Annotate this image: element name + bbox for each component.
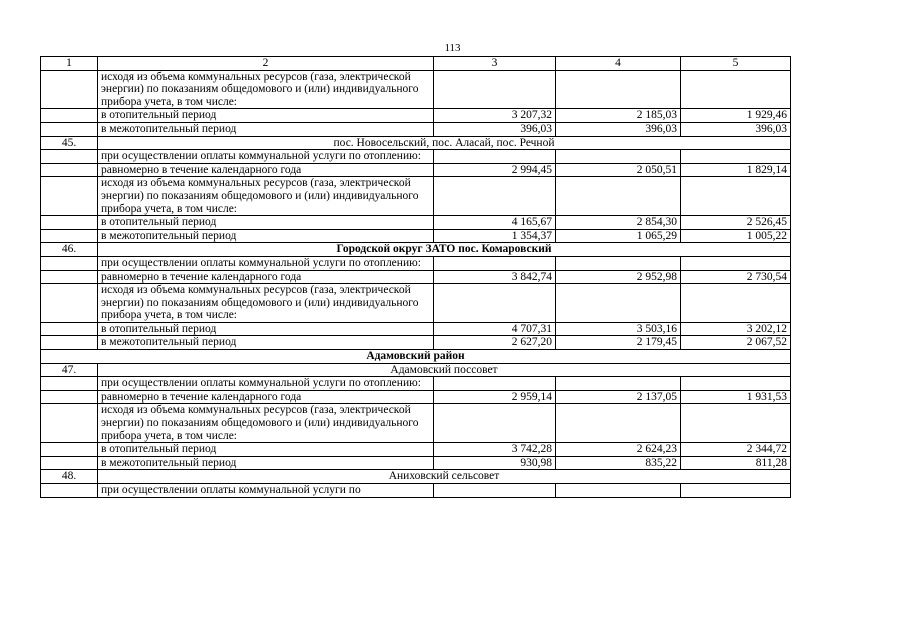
locality-heading: Городской округ ЗАТО пос. Комаровский bbox=[98, 243, 791, 257]
value-col-4: 2 185,03 bbox=[556, 109, 681, 123]
index-cell bbox=[41, 150, 98, 164]
empty-value-cell bbox=[434, 256, 556, 270]
index-cell bbox=[41, 404, 98, 443]
row-label: равномерно в течение календарного года bbox=[98, 390, 434, 404]
table-row bbox=[41, 456, 791, 470]
index-cell bbox=[41, 456, 98, 470]
index-cell bbox=[41, 122, 98, 136]
empty-value-cell bbox=[681, 377, 791, 391]
page-number: 113 bbox=[444, 42, 461, 54]
row-number: 46. bbox=[41, 243, 98, 257]
empty-value-cell bbox=[434, 150, 556, 164]
description-cell: при осуществлении оплаты коммунальной услуги по отоплению: bbox=[98, 377, 434, 391]
value-col-4: 2 854,30 bbox=[556, 216, 681, 230]
value-col-4: 396,03 bbox=[556, 122, 681, 136]
locality-heading: Адамовский поссовет bbox=[98, 363, 791, 377]
table-row bbox=[41, 270, 791, 284]
index-cell bbox=[41, 216, 98, 230]
row-label: равномерно в течение календарного года bbox=[98, 163, 434, 177]
row-label: в межотопительный период bbox=[98, 122, 434, 136]
value-col-5: 811,28 bbox=[681, 456, 791, 470]
table-row bbox=[41, 470, 791, 484]
value-col-4: 2 137,05 bbox=[556, 390, 681, 404]
value-col-5: 2 067,52 bbox=[681, 336, 791, 350]
table-row bbox=[41, 243, 791, 257]
description-cell: при осуществлении оплаты коммунальной услуги по отоплению: bbox=[98, 150, 434, 164]
row-label: в межотопительный период bbox=[98, 336, 434, 350]
index-cell bbox=[41, 284, 98, 323]
table-row bbox=[41, 377, 791, 391]
value-col-3: 4 707,31 bbox=[434, 322, 556, 336]
value-col-3: 3 207,32 bbox=[434, 109, 556, 123]
description-cell: исходя из объема коммунальных ресурсов (газа, электрической энергии) по показаниям общедомового и (или) индивидуального прибора учета, в том числе: bbox=[98, 284, 434, 323]
value-col-4: 2 179,45 bbox=[556, 336, 681, 350]
table-row bbox=[41, 484, 791, 498]
column-header-row bbox=[41, 57, 791, 71]
index-cell bbox=[41, 270, 98, 284]
empty-value-cell bbox=[434, 404, 556, 443]
value-col-3: 2 627,20 bbox=[434, 336, 556, 350]
empty-value-cell bbox=[434, 377, 556, 391]
value-col-4: 3 503,16 bbox=[556, 322, 681, 336]
table-row bbox=[41, 150, 791, 164]
value-col-4: 2 624,23 bbox=[556, 443, 681, 457]
column-header-5: 5 bbox=[681, 57, 791, 71]
value-col-4: 1 065,29 bbox=[556, 229, 681, 243]
empty-value-cell bbox=[556, 484, 681, 498]
district-heading: Адамовский район bbox=[41, 350, 791, 364]
value-col-5: 1 829,14 bbox=[681, 163, 791, 177]
index-cell bbox=[41, 322, 98, 336]
value-col-5: 2 526,45 bbox=[681, 216, 791, 230]
tariff-table bbox=[40, 56, 791, 498]
row-label: в межотопительный период bbox=[98, 229, 434, 243]
value-col-3: 930,98 bbox=[434, 456, 556, 470]
value-col-5: 396,03 bbox=[681, 122, 791, 136]
index-cell bbox=[41, 390, 98, 404]
table-row bbox=[41, 229, 791, 243]
table-row bbox=[41, 122, 791, 136]
index-cell bbox=[41, 70, 98, 109]
table-row bbox=[41, 404, 791, 443]
index-cell bbox=[41, 484, 98, 498]
table-row bbox=[41, 70, 791, 109]
row-number: 48. bbox=[41, 470, 98, 484]
row-label: в отопительный период bbox=[98, 109, 434, 123]
table-row bbox=[41, 177, 791, 216]
table-row bbox=[41, 443, 791, 457]
empty-value-cell bbox=[556, 150, 681, 164]
table-row bbox=[41, 256, 791, 270]
value-col-3: 4 165,67 bbox=[434, 216, 556, 230]
index-cell bbox=[41, 336, 98, 350]
table-row bbox=[41, 284, 791, 323]
index-cell bbox=[41, 377, 98, 391]
value-col-5: 2 730,54 bbox=[681, 270, 791, 284]
column-header-1: 1 bbox=[41, 57, 98, 71]
empty-value-cell bbox=[681, 404, 791, 443]
empty-value-cell bbox=[556, 404, 681, 443]
index-cell bbox=[41, 229, 98, 243]
empty-value-cell bbox=[556, 284, 681, 323]
empty-value-cell bbox=[681, 70, 791, 109]
table-row bbox=[41, 363, 791, 377]
locality-heading: пос. Новосельский, пос. Аласай, пос. Речной bbox=[98, 136, 791, 150]
table-row bbox=[41, 136, 791, 150]
index-cell bbox=[41, 177, 98, 216]
value-col-3: 2 994,45 bbox=[434, 163, 556, 177]
description-cell: исходя из объема коммунальных ресурсов (газа, электрической энергии) по показаниям общедомового и (или) индивидуального прибора учета, в том числе: bbox=[98, 177, 434, 216]
row-number: 45. bbox=[41, 136, 98, 150]
row-number: 47. bbox=[41, 363, 98, 377]
empty-value-cell bbox=[556, 70, 681, 109]
value-col-5: 1 931,53 bbox=[681, 390, 791, 404]
locality-heading: Аниховский сельсовет bbox=[98, 470, 791, 484]
value-col-5: 1 929,46 bbox=[681, 109, 791, 123]
empty-value-cell bbox=[434, 284, 556, 323]
row-label: в отопительный период bbox=[98, 216, 434, 230]
empty-value-cell bbox=[434, 70, 556, 109]
table-row bbox=[41, 216, 791, 230]
description-cell: исходя из объема коммунальных ресурсов (газа, электрической энергии) по показаниям общедомового и (или) индивидуального прибора учета, в том числе: bbox=[98, 404, 434, 443]
value-col-4: 2 050,51 bbox=[556, 163, 681, 177]
empty-value-cell bbox=[681, 284, 791, 323]
table-row bbox=[41, 163, 791, 177]
row-label: в отопительный период bbox=[98, 443, 434, 457]
row-label: равномерно в течение календарного года bbox=[98, 270, 434, 284]
description-cell: исходя из объема коммунальных ресурсов (газа, электрической энергии) по показаниям общедомового и (или) индивидуального прибора учета, в том числе: bbox=[98, 70, 434, 109]
empty-value-cell bbox=[681, 177, 791, 216]
table-row bbox=[41, 390, 791, 404]
empty-value-cell bbox=[681, 256, 791, 270]
value-col-3: 396,03 bbox=[434, 122, 556, 136]
value-col-5: 2 344,72 bbox=[681, 443, 791, 457]
row-label: в отопительный период bbox=[98, 322, 434, 336]
value-col-5: 3 202,12 bbox=[681, 322, 791, 336]
row-label: в межотопительный период bbox=[98, 456, 434, 470]
column-header-3: 3 bbox=[434, 57, 556, 71]
index-cell bbox=[41, 163, 98, 177]
description-cell: при осуществлении оплаты коммунальной услуги по bbox=[98, 484, 434, 498]
empty-value-cell bbox=[434, 484, 556, 498]
empty-value-cell bbox=[556, 256, 681, 270]
value-col-3: 1 354,37 bbox=[434, 229, 556, 243]
index-cell bbox=[41, 443, 98, 457]
description-cell: при осуществлении оплаты коммунальной услуги по отоплению: bbox=[98, 256, 434, 270]
table-row bbox=[41, 350, 791, 364]
value-col-3: 3 742,28 bbox=[434, 443, 556, 457]
value-col-3: 3 842,74 bbox=[434, 270, 556, 284]
empty-value-cell bbox=[681, 484, 791, 498]
value-col-3: 2 959,14 bbox=[434, 390, 556, 404]
index-cell bbox=[41, 256, 98, 270]
index-cell bbox=[41, 109, 98, 123]
empty-value-cell bbox=[556, 177, 681, 216]
value-col-4: 835,22 bbox=[556, 456, 681, 470]
empty-value-cell bbox=[434, 177, 556, 216]
empty-value-cell bbox=[681, 150, 791, 164]
empty-value-cell bbox=[556, 377, 681, 391]
table-row bbox=[41, 336, 791, 350]
column-header-2: 2 bbox=[98, 57, 434, 71]
table-row bbox=[41, 322, 791, 336]
table-row bbox=[41, 109, 791, 123]
column-header-4: 4 bbox=[556, 57, 681, 71]
value-col-5: 1 005,22 bbox=[681, 229, 791, 243]
value-col-4: 2 952,98 bbox=[556, 270, 681, 284]
